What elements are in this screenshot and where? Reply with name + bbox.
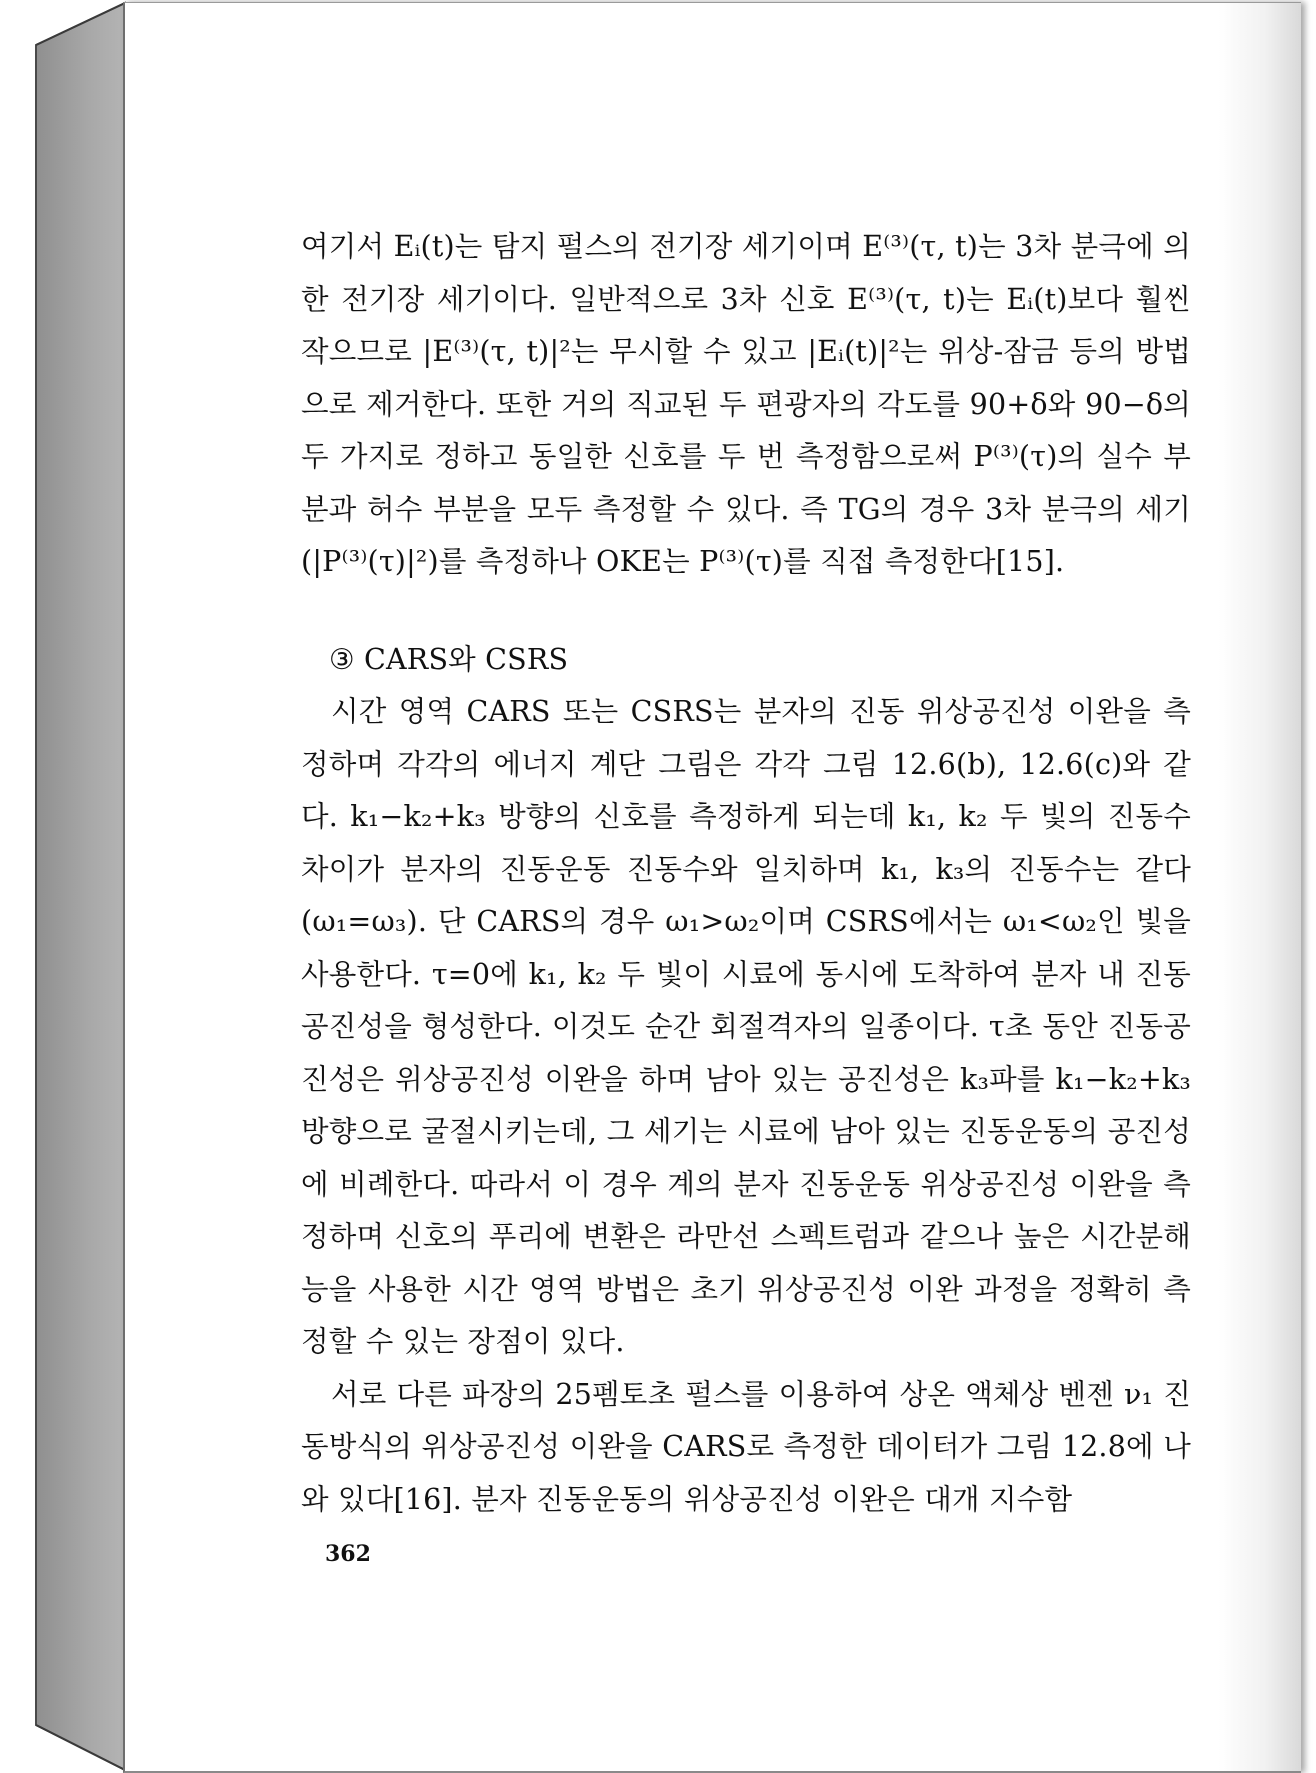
body-text (301, 221, 1191, 1526)
section-gap (301, 589, 1191, 634)
paragraph-3: 서로 다른 파장의 25펨토초 펄스를 이용하여 상온 액체상 벤젠 ν₁ 진동방식의 위상공진성 이완을 CARS로 측정한 데이터가 그림 12.8에 나와 있다[16]. 분자 진동운동의 위상공진성 이완은 대개 지수함 (301, 1377, 1191, 1516)
book-page (123, 2, 1301, 1773)
paragraph-1: 여기서 Eᵢ(t)는 탐지 펄스의 전기장 세기이며 E⁽³⁾(τ, t)는 3차 분극에 의한 전기장 세기이다. 일반적으로 3차 신호 E⁽³⁾(τ, t)는 Eᵢ(t)보다 훨씬 작으므로 |E⁽³⁾(τ, t)|²는 무시할 수 있고 |Eᵢ(t)|²는 위상-잠금 등의 방법으로 제거한다. 또한 거의 직교된 두 편광자의 각도를 90+δ와 90−δ의 두 가지로 정하고 동일한 신호를 두 번 측정함으로써 P⁽³⁾(τ)의 실수 부분과 허수 부분을 모두 측정할 수 있다. 즉 TG의 경우 3차 분극의 세기(|P⁽³⁾(τ)|²)를 측정하나 OKE는 P⁽³⁾(τ)를 직접 측정한다[15]. (301, 230, 1191, 578)
section-heading: ③ CARS와 CSRS (329, 642, 569, 676)
page-number: 362 (325, 1541, 371, 1567)
book-spine-edge (0, 0, 130, 1773)
paragraph-2: 시간 영역 CARS 또는 CSRS는 분자의 진동 위상공진성 이완을 측정하며 각각의 에너지 계단 그림은 각각 그림 12.6(b), 12.6(c)와 같다. k₁−k₂+k₃ 방향의 신호를 측정하게 되는데 k₁, k₂ 두 빛의 진동수 차이가 분자의 진동운동 진동수와 일치하며 k₁, k₃의 진동수는 같다(ω₁=ω₃). 단 CARS의 경우 ω₁>ω₂이며 CSRS에서는 ω₁<ω₂인 빛을 사용한다. τ=0에 k₁, k₂ 두 빛이 시료에 동시에 도착하여 분자 내 진동공진성을 형성한다. 이것도 순간 회절격자의 일종이다. τ초 동안 진동공진성은 위상공진성 이완을 하며 남아 있는 공진성은 k₃파를 k₁−k₂+k₃ 방향으로 굴절시키는데, 그 세기는 시료에 남아 있는 진동운동의 공진성에 비례한다. 따라서 이 경우 계의 분자 진동운동 위상공진성 이완을 측정하며 신호의 푸리에 변환은 라만선 스펙트럼과 같으나 높은 시간분해능을 사용한 시간 영역 방법은 초기 위상공진성 이완 과정을 정확히 측정할 수 있는 장점이 있다. (301, 695, 1191, 1358)
